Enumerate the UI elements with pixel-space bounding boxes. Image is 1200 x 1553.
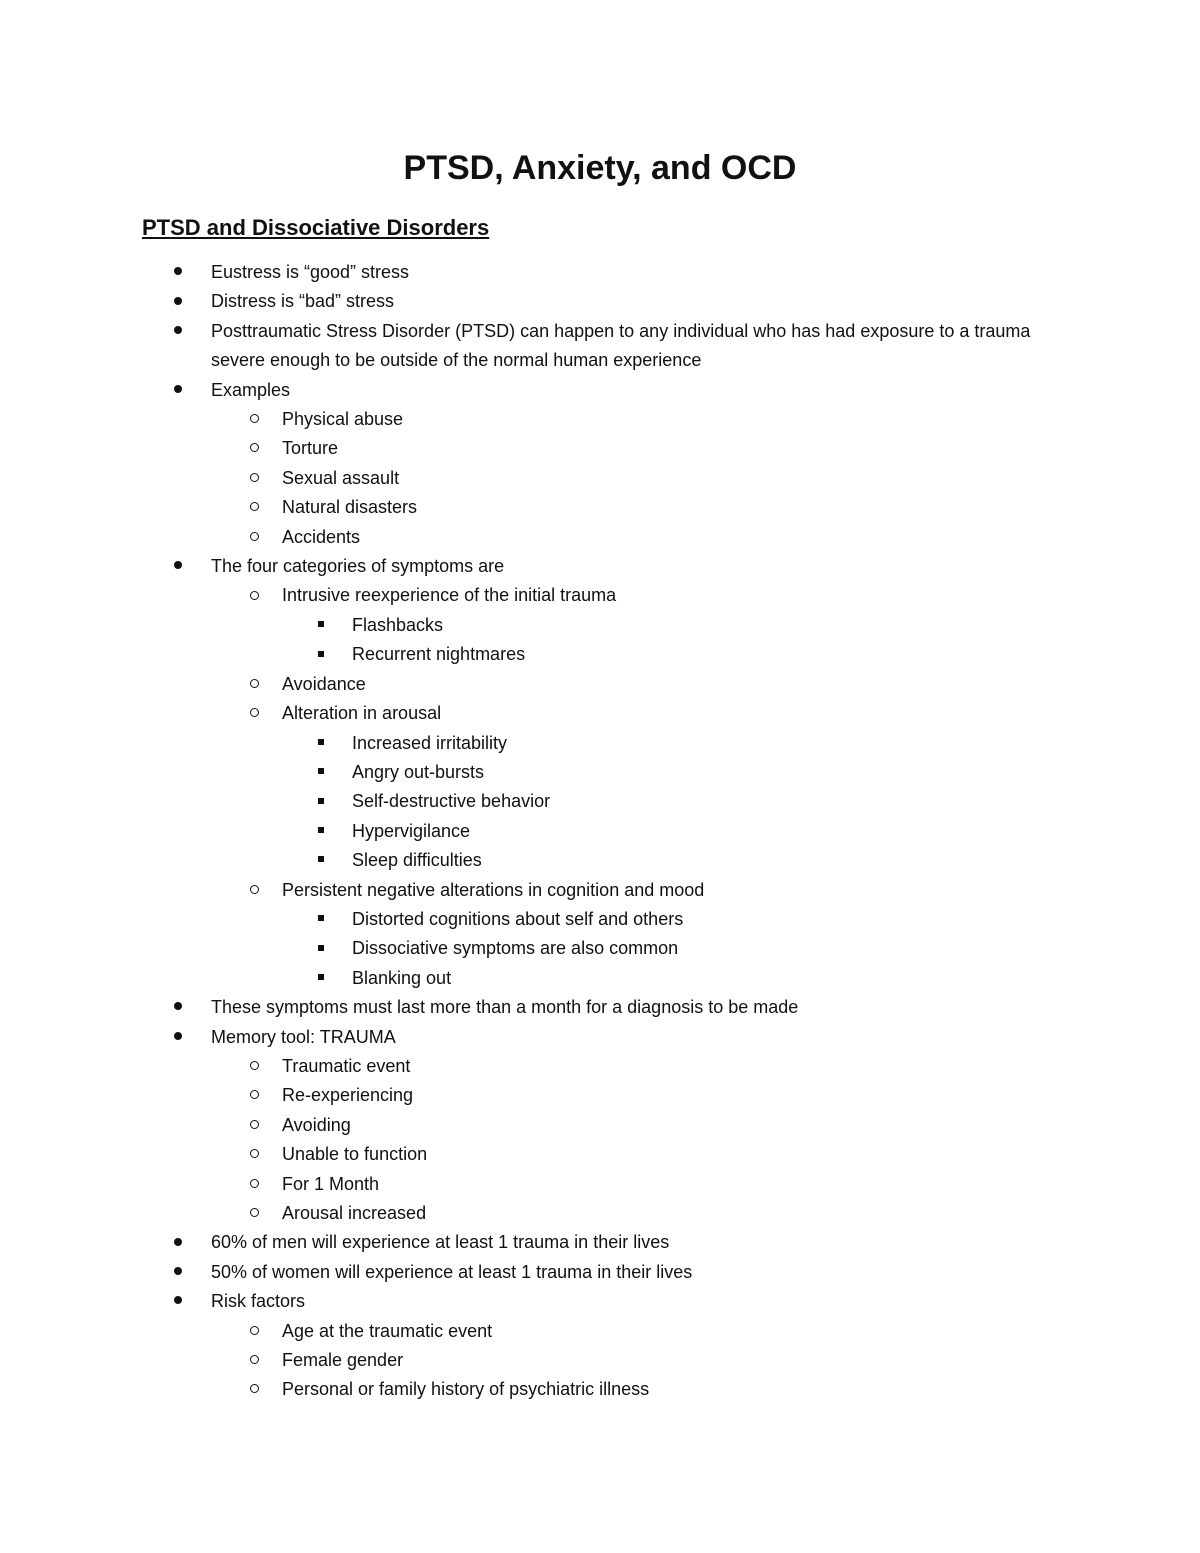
list-item-text: Personal or family history of psychiatric illness bbox=[282, 1379, 650, 1400]
list-item-text: Memory tool: TRAUMA bbox=[211, 1026, 396, 1047]
bullet-circle-icon bbox=[250, 493, 259, 522]
bullet-disc-icon bbox=[174, 317, 182, 346]
list-item-level-1 bbox=[0, 1023, 1041, 1052]
list-item-text: Avoiding bbox=[282, 1114, 351, 1135]
list-item-text: Alteration in arousal bbox=[282, 703, 442, 724]
list-item-level-2 bbox=[0, 464, 1200, 493]
list-item-level-3 bbox=[0, 640, 1200, 669]
bullet-square-icon bbox=[318, 611, 324, 640]
list-item-text: Female gender bbox=[282, 1350, 404, 1371]
bullet-disc-icon bbox=[174, 1258, 182, 1287]
list-item-text: 50% of women will experience at least 1 trauma in their lives bbox=[211, 1261, 693, 1282]
list-item-level-3 bbox=[0, 758, 1200, 787]
list-item-text: Examples bbox=[211, 379, 291, 400]
bullet-disc-icon bbox=[174, 287, 182, 316]
list-item-text: 60% of men will experience at least 1 trauma in their lives bbox=[211, 1232, 670, 1253]
list-item-level-2 bbox=[0, 1317, 1200, 1346]
bullet-list bbox=[0, 258, 1200, 1405]
bullet-circle-icon bbox=[250, 464, 259, 493]
list-item-text: Sexual assault bbox=[282, 467, 400, 488]
list-item-text: Intrusive reexperience of the initial trauma bbox=[282, 585, 617, 606]
list-item-level-2 bbox=[0, 670, 1200, 699]
list-item-level-3 bbox=[0, 964, 1200, 993]
bullet-disc-icon bbox=[174, 258, 182, 287]
list-item-level-2 bbox=[0, 876, 1200, 905]
list-item-text: Hypervigilance bbox=[352, 820, 471, 841]
list-item-level-2 bbox=[0, 699, 1200, 728]
bullet-circle-icon bbox=[250, 1140, 259, 1169]
list-item-text: Physical abuse bbox=[282, 409, 404, 430]
list-item-level-2 bbox=[0, 1140, 1200, 1169]
bullet-circle-icon bbox=[250, 1375, 259, 1404]
list-item-text: Persistent negative alterations in cognition and mood bbox=[282, 879, 705, 900]
list-item-level-2 bbox=[0, 1081, 1200, 1110]
list-item-text: Age at the traumatic event bbox=[282, 1320, 493, 1341]
list-item-level-2 bbox=[0, 1346, 1200, 1375]
bullet-circle-icon bbox=[250, 1346, 259, 1375]
document-title: PTSD, Anxiety, and OCD bbox=[403, 149, 797, 187]
list-item-text: Natural disasters bbox=[282, 497, 418, 518]
bullet-square-icon bbox=[318, 964, 324, 993]
bullet-square-icon bbox=[318, 934, 324, 963]
list-item-text: Eustress is “good” stress bbox=[211, 262, 410, 282]
list-item-text: The four categories of symptoms are bbox=[211, 556, 505, 577]
bullet-disc-icon bbox=[174, 993, 182, 1022]
bullet-circle-icon bbox=[250, 876, 259, 905]
bullet-circle-icon bbox=[250, 1111, 259, 1140]
list-item-level-3 bbox=[0, 846, 1200, 875]
list-item-level-2 bbox=[0, 1052, 1200, 1081]
list-item-text: Angry out-bursts bbox=[352, 761, 485, 782]
list-item-level-2 bbox=[0, 581, 1200, 610]
bullet-square-icon bbox=[318, 846, 324, 875]
list-item-text: Traumatic event bbox=[282, 1055, 411, 1076]
list-item-level-3 bbox=[0, 729, 1200, 758]
list-item-text: Posttraumatic Stress Disorder (PTSD) can happen to any individual who has had exposure to a trauma severe enough to be outside of the normal human experience bbox=[211, 320, 1031, 371]
list-item-text: Sleep difficulties bbox=[352, 850, 482, 871]
list-item-text: Re-experiencing bbox=[282, 1085, 414, 1106]
list-item-level-1 bbox=[0, 993, 1041, 1022]
list-item-text: Torture bbox=[282, 438, 339, 459]
list-item-level-1 bbox=[0, 552, 1041, 581]
list-item-level-2 bbox=[0, 1375, 1200, 1404]
list-item-text: Increased irritability bbox=[352, 732, 508, 753]
list-item-text: These symptoms must last more than a month for a diagnosis to be made bbox=[211, 997, 799, 1018]
list-item-level-2 bbox=[0, 523, 1200, 552]
list-item-level-3 bbox=[0, 817, 1200, 846]
list-item-level-3 bbox=[0, 611, 1200, 640]
list-item-text: Recurrent nightmares bbox=[352, 644, 526, 665]
bullet-circle-icon bbox=[250, 434, 259, 463]
section-heading: PTSD and Dissociative Disorders bbox=[142, 215, 490, 240]
bullet-disc-icon bbox=[174, 552, 182, 581]
list-item-level-2 bbox=[0, 1111, 1200, 1140]
bullet-disc-icon bbox=[174, 1023, 182, 1052]
list-item-text: Accidents bbox=[282, 526, 361, 547]
bullet-circle-icon bbox=[250, 1170, 259, 1199]
bullet-circle-icon bbox=[250, 1081, 259, 1110]
list-item-text: Dissociative symptoms are also common bbox=[352, 938, 679, 959]
bullet-circle-icon bbox=[250, 523, 259, 552]
list-item-level-2 bbox=[0, 493, 1200, 522]
list-item-text: Flashbacks bbox=[352, 614, 444, 635]
list-item-level-1 bbox=[0, 258, 1041, 287]
bullet-circle-icon bbox=[250, 1052, 259, 1081]
bullet-square-icon bbox=[318, 905, 324, 934]
list-item-text: Risk factors bbox=[211, 1291, 306, 1312]
list-item-level-1 bbox=[0, 1228, 1041, 1257]
bullet-disc-icon bbox=[174, 376, 182, 405]
bullet-circle-icon bbox=[250, 405, 259, 434]
bullet-disc-icon bbox=[174, 1228, 182, 1257]
bullet-square-icon bbox=[318, 817, 324, 846]
list-item-text: Distress is “bad” stress bbox=[211, 291, 395, 312]
list-item-level-3 bbox=[0, 787, 1200, 816]
bullet-circle-icon bbox=[250, 1199, 259, 1228]
bullet-disc-icon bbox=[174, 1287, 182, 1316]
bullet-square-icon bbox=[318, 787, 324, 816]
bullet-square-icon bbox=[318, 758, 324, 787]
list-item-level-2 bbox=[0, 405, 1200, 434]
list-item-text: Unable to function bbox=[282, 1144, 428, 1165]
bullet-square-icon bbox=[318, 729, 324, 758]
list-item-level-3 bbox=[0, 934, 1200, 963]
list-item-text: Arousal increased bbox=[282, 1203, 427, 1223]
bullet-circle-icon bbox=[250, 1317, 259, 1346]
bullet-circle-icon bbox=[250, 699, 259, 728]
bullet-circle-icon bbox=[250, 670, 259, 699]
list-item-level-1 bbox=[0, 317, 1041, 376]
list-item-level-1 bbox=[0, 1258, 1041, 1287]
list-item-text: For 1 Month bbox=[282, 1173, 380, 1194]
list-item-text: Distorted cognitions about self and others bbox=[352, 908, 684, 929]
list-item-level-3 bbox=[0, 905, 1200, 934]
list-item-level-1 bbox=[0, 1287, 1041, 1316]
list-item-level-1 bbox=[0, 376, 1041, 405]
list-item-level-1 bbox=[0, 287, 1041, 316]
list-item-text: Self-destructive behavior bbox=[352, 791, 551, 812]
bullet-square-icon bbox=[318, 640, 324, 669]
list-item-level-2 bbox=[0, 1199, 1200, 1228]
list-item-level-2 bbox=[0, 434, 1200, 463]
bullet-circle-icon bbox=[250, 581, 259, 610]
list-item-text: Avoidance bbox=[282, 673, 366, 694]
list-item-level-2 bbox=[0, 1170, 1200, 1199]
list-item-text: Blanking out bbox=[352, 967, 452, 988]
